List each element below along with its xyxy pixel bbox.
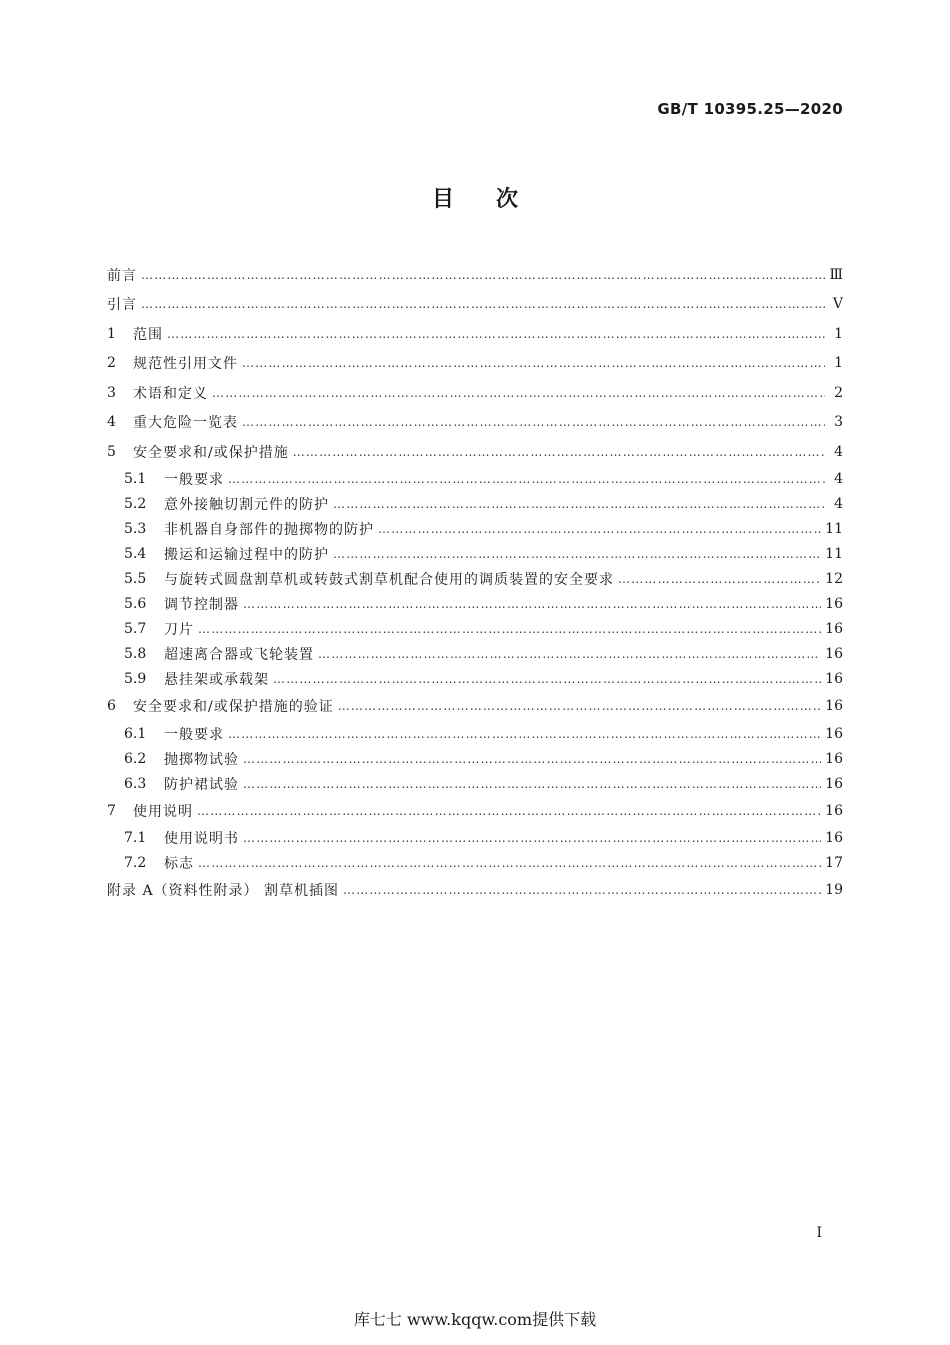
toc-entry-page: 1 <box>834 325 843 342</box>
toc-entry-page: 2 <box>834 384 843 401</box>
toc-entry[interactable] <box>107 408 843 438</box>
toc-entry-label: 防护裙试验 <box>164 776 239 793</box>
toc-entry-page: 16 <box>825 646 843 662</box>
toc-leader-dots <box>228 727 821 741</box>
toc-entry-number: 5.4 <box>124 546 147 562</box>
toc-entry-label: 标志 <box>164 856 194 872</box>
toc-entry-label: 一般要求 <box>164 726 224 743</box>
toc-entry-number: 2 <box>107 355 116 372</box>
toc-entry-page: 16 <box>825 671 843 687</box>
toc-entry-label: 安全要求和/或保护措施 <box>133 444 289 461</box>
toc-entry-page: 11 <box>825 546 843 562</box>
toc-entry[interactable] <box>107 771 843 796</box>
toc-entry-page: 12 <box>825 571 843 587</box>
toc-entry-page: 17 <box>825 855 843 871</box>
toc-entry-label: 范围 <box>133 326 163 343</box>
toc-entry[interactable] <box>107 567 843 592</box>
toc-entry[interactable] <box>107 667 843 692</box>
toc-entry-page: 16 <box>825 725 843 742</box>
toc-entry-number: 5.6 <box>124 596 147 612</box>
toc-entry-number: 5.3 <box>124 521 147 537</box>
toc-entry-number: 5.5 <box>124 571 147 587</box>
toc-entry-number: 3 <box>107 384 116 401</box>
toc-leader-dots <box>167 327 825 341</box>
toc-entry[interactable] <box>107 642 843 667</box>
toc-leader-dots <box>333 497 825 511</box>
toc-entry-number: 7.2 <box>124 855 147 871</box>
toc-entry-page: 4 <box>834 471 843 487</box>
table-of-contents <box>107 260 843 905</box>
toc-entry-page: 16 <box>825 621 843 637</box>
toc-leader-dots <box>197 804 821 818</box>
toc-leader-dots <box>318 647 821 661</box>
toc-entry-page: 16 <box>825 830 843 846</box>
toc-entry[interactable] <box>107 349 843 379</box>
page-number: Ⅰ <box>816 1225 822 1241</box>
toc-entry-page: 19 <box>825 882 843 899</box>
toc-entry-number: 6 <box>107 698 116 715</box>
toc-leader-dots <box>198 856 821 870</box>
toc-entry[interactable] <box>107 542 843 567</box>
toc-leader-dots <box>338 699 821 713</box>
toc-entry-number: 5.8 <box>124 646 147 662</box>
toc-entry[interactable] <box>107 517 843 542</box>
toc-entry[interactable] <box>107 260 843 290</box>
toc-leader-dots <box>243 777 821 791</box>
toc-entry-number: 5.7 <box>124 621 147 637</box>
toc-entry[interactable] <box>107 746 843 771</box>
toc-entry-page: 3 <box>834 414 843 431</box>
toc-entry-number: 5 <box>107 443 116 460</box>
toc-entry[interactable] <box>107 692 843 722</box>
toc-entry-label: 悬挂架或承载架 <box>164 672 269 688</box>
toc-entry-page: 1 <box>834 355 843 372</box>
footer-source: 库七七 www.kqqw.com提供下载 <box>353 1310 597 1329</box>
toc-entry-label: 术语和定义 <box>133 385 208 402</box>
toc-entry-page: 16 <box>825 750 843 767</box>
toc-leader-dots <box>273 672 821 686</box>
toc-entry[interactable] <box>107 492 843 517</box>
toc-entry-label: 使用说明书 <box>164 831 239 847</box>
toc-entry-label: 抛掷物试验 <box>164 751 239 768</box>
toc-leader-dots <box>141 297 825 311</box>
toc-entry-label: 引言 <box>107 297 137 314</box>
toc-entry-label: 重大危险一览表 <box>133 415 238 432</box>
toc-entry-number: 4 <box>107 414 116 431</box>
toc-entry-page: 11 <box>825 521 843 537</box>
toc-entry-page: 4 <box>834 443 843 460</box>
toc-leader-dots <box>293 445 825 459</box>
toc-entry[interactable] <box>107 437 843 467</box>
toc-entry-number: 6.1 <box>124 725 147 742</box>
toc-entry[interactable] <box>107 592 843 617</box>
toc-entry[interactable] <box>107 721 843 746</box>
toc-entry-page: 4 <box>834 496 843 512</box>
toc-entry-label: 与旋转式圆盘割草机或转鼓式割草机配合使用的调质装置的安全要求 <box>164 572 614 588</box>
toc-entry-number: 5.1 <box>124 471 147 487</box>
toc-entry-page: Ⅲ <box>829 266 843 283</box>
toc-entry[interactable] <box>107 826 843 851</box>
toc-entry[interactable] <box>107 851 843 876</box>
toc-entry-page: 16 <box>825 775 843 792</box>
toc-entry-number: 7 <box>107 802 116 819</box>
toc-entry-number: 6.3 <box>124 775 147 792</box>
toc-leader-dots <box>333 547 821 561</box>
toc-entry-label: 意外接触切割元件的防护 <box>164 497 329 513</box>
toc-entry-label: 超速离合器或飞轮装置 <box>164 647 314 663</box>
toc-leader-dots <box>618 572 821 586</box>
toc-entry[interactable] <box>107 378 843 408</box>
toc-entry-label: 前言 <box>107 267 137 284</box>
toc-entry-page: 16 <box>825 802 843 819</box>
toc-leader-dots <box>198 622 821 636</box>
toc-entry-number: 1 <box>107 325 116 342</box>
toc-leader-dots <box>242 415 825 429</box>
toc-entry-page: 16 <box>825 596 843 612</box>
page-title: 目次 <box>431 187 560 212</box>
toc-entry-label: 一般要求 <box>164 472 224 488</box>
toc-entry-label: 使用说明 <box>133 803 193 820</box>
toc-entry-label: 规范性引用文件 <box>133 356 238 373</box>
toc-entry-label: 调节控制器 <box>164 597 239 613</box>
toc-entry[interactable] <box>107 617 843 642</box>
toc-entry[interactable] <box>107 876 843 906</box>
toc-entry-label: 附录 A（资料性附录） 割草机插图 <box>107 883 340 900</box>
toc-entry-label: 刀片 <box>164 622 194 638</box>
toc-leader-dots <box>243 597 821 611</box>
toc-entry[interactable] <box>107 467 843 492</box>
toc-entry-label: 非机器自身部件的抛掷物的防护 <box>164 522 374 538</box>
toc-leader-dots <box>243 831 821 845</box>
toc-entry-label: 安全要求和/或保护措施的验证 <box>133 699 334 716</box>
toc-entry-number: 7.1 <box>124 830 147 846</box>
toc-entry[interactable] <box>107 319 843 349</box>
toc-leader-dots <box>343 883 821 897</box>
toc-leader-dots <box>242 356 825 370</box>
toc-entry[interactable] <box>107 290 843 320</box>
toc-leader-dots <box>378 522 821 536</box>
toc-entry-number: 5.2 <box>124 496 147 512</box>
standard-code: GB/T 10395.25—2020 <box>657 100 843 118</box>
toc-entry-number: 6.2 <box>124 750 147 767</box>
toc-leader-dots <box>243 752 821 766</box>
toc-entry-page: Ⅴ <box>832 296 843 313</box>
toc-leader-dots <box>228 472 825 486</box>
toc-leader-dots <box>141 268 825 282</box>
toc-leader-dots <box>212 386 825 400</box>
toc-entry[interactable] <box>107 796 843 826</box>
toc-entry-page: 16 <box>825 698 843 715</box>
toc-entry-number: 5.9 <box>124 671 147 687</box>
toc-entry-label: 搬运和运输过程中的防护 <box>164 547 329 563</box>
